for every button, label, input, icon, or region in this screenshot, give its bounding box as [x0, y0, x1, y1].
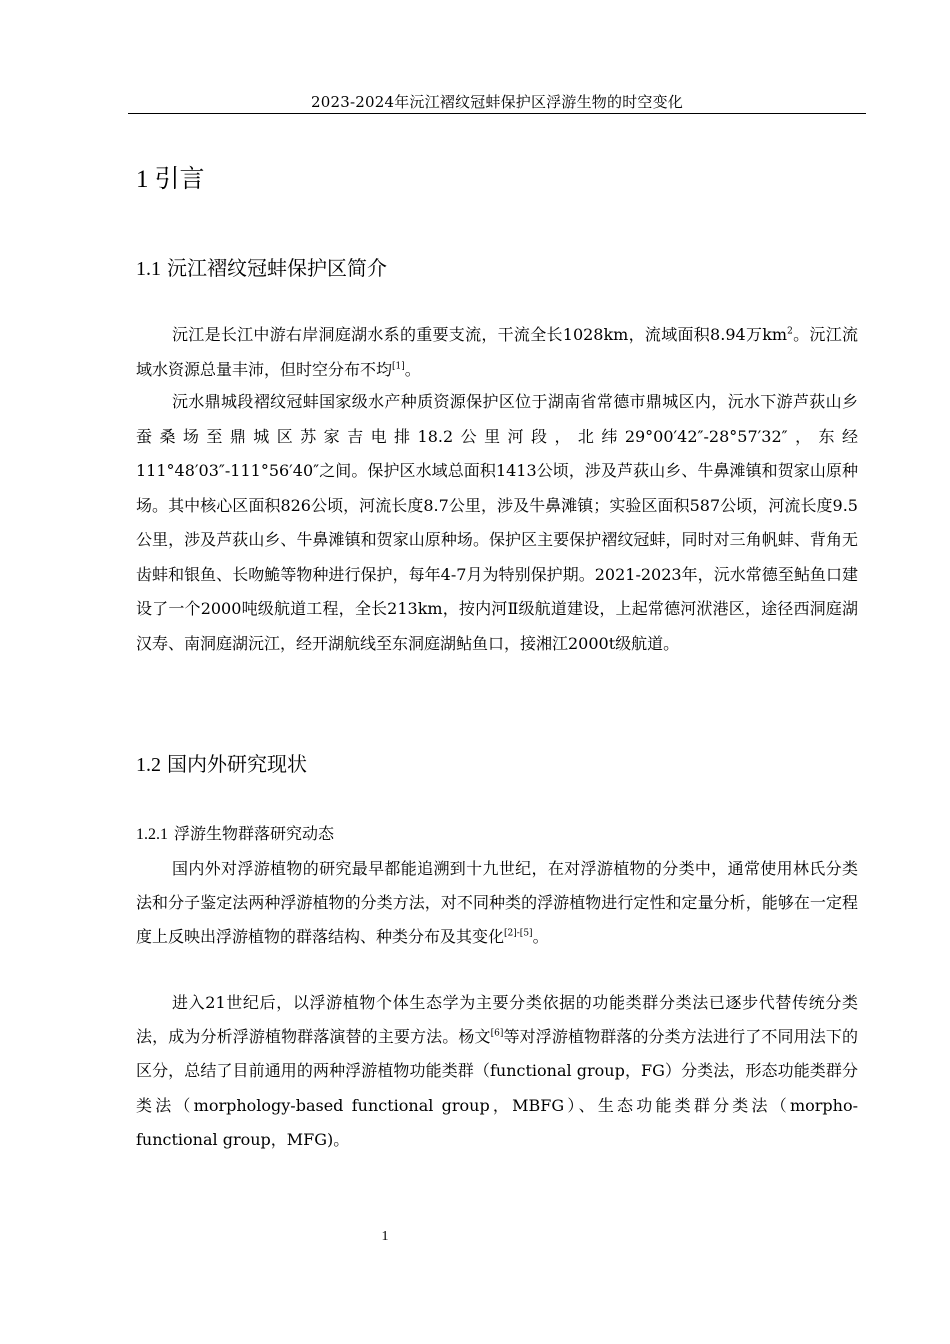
paragraph-yuanjiang-intro [136, 318, 858, 387]
paragraph-text: 。沅江流域水资源总量丰沛，但时空分布不均 [136, 325, 858, 379]
paragraph-reserve-description: 沅水鼎城段褶纹冠蚌国家级水产种质资源保护区位于湖南省常德市鼎城区内，沅水下游芦荻山乡蚕桑场至鼎城区苏家吉电排18.2公里河段，北纬29°00′42″-28°57′32″，东经111°48′03″-111°56′40″之间。保护区水域总面积1413公顷，涉及芦荻山乡、牛鼻滩镇和贺家山原种场。其中核心区面积826公顷，河流长度8.7公里，涉及牛鼻滩镇；实验区面积587公顷，河流长度9.5公里，涉及芦荻山乡、牛鼻滩镇和贺家山原种场。保护区主要保护褶纹冠蚌，同时对三角帆蚌、背角无齿蚌和银鱼、长吻鮠等物种进行保护，每年4-7月为特别保护期。2021-2023年，沅水常德至鲇鱼口建设了一个2000吨级航道工程，全长213km，按内河Ⅱ级航道建设，上起常德河洑港区，途径西洞庭湖汉寿、南洞庭湖沅江，经开湖航线至东洞庭湖鲇鱼口，接湘江2000t级航道。 [136, 392, 858, 653]
paragraph-text: 沅江是长江中游右岸洞庭湖水系的重要支流，干流全长1028km，流域面积8.94万km [172, 325, 788, 344]
running-header: 2023-2024年沅江褶纹冠蚌保护区浮游生物的时空变化 [310, 93, 684, 111]
citation-ref: [6] [490, 1028, 504, 1039]
section-1-1-title: 沅江褶纹冠蚌保护区简介 [167, 256, 387, 280]
section-1-2-title: 国内外研究现状 [167, 752, 307, 776]
citation-ref: [2]-[5] [504, 929, 533, 940]
section-1-2-number: 1.2 [136, 754, 161, 776]
paragraph-text: 进入21世纪后，以浮游植物个体生态学为主要分类依据的功能类群分类法已逐步代替传统分类法，成为分析浮游植物群落演替的主要方法。杨文 [136, 993, 858, 1047]
paragraph-text: 国内外对浮游植物的研究最早都能追溯到十九世纪，在对浮游植物的分类中，通常使用林氏分类法和分子鉴定法两种浮游植物的分类方法，对不同种类的浮游植物进行定性和定量分析，能够在一定程度上反映出浮游植物的群落结构、种类分布及其变化 [136, 859, 858, 947]
section-1-2-1-title: 浮游生物群落研究动态 [174, 824, 335, 843]
section-1-1-heading [136, 254, 387, 283]
paragraph-functional-groups [136, 986, 858, 1157]
header-rule [128, 113, 866, 114]
citation-ref: [1] [392, 361, 405, 372]
section-1-1-number: 1.1 [136, 258, 161, 280]
paragraph-phytoplankton-history [136, 852, 858, 955]
section-1-2-1-number: 1.2.1 [136, 826, 168, 843]
section-1-2-1-heading [136, 823, 334, 846]
page-number: 1 [381, 1229, 389, 1244]
section-1-heading [136, 163, 205, 196]
section-1-title: 引言 [154, 164, 205, 193]
paragraph-text: 。 [532, 927, 549, 947]
section-1-2-heading [136, 750, 307, 779]
paragraph-text: 等对浮游植物群落的分类方法进行了不同用法下的区分，总结了目前通用的两种浮游植物功能类群（functional group，FG）分类法，形态功能类群分类法（morphology-based functional group，MBFG）、生态功能类群分类法（morpho-functional group，MFG)。 [136, 1027, 858, 1149]
superscript-unit: 2 [787, 326, 793, 337]
paragraph-text: 。 [404, 359, 421, 379]
section-1-number: 1 [136, 166, 149, 193]
